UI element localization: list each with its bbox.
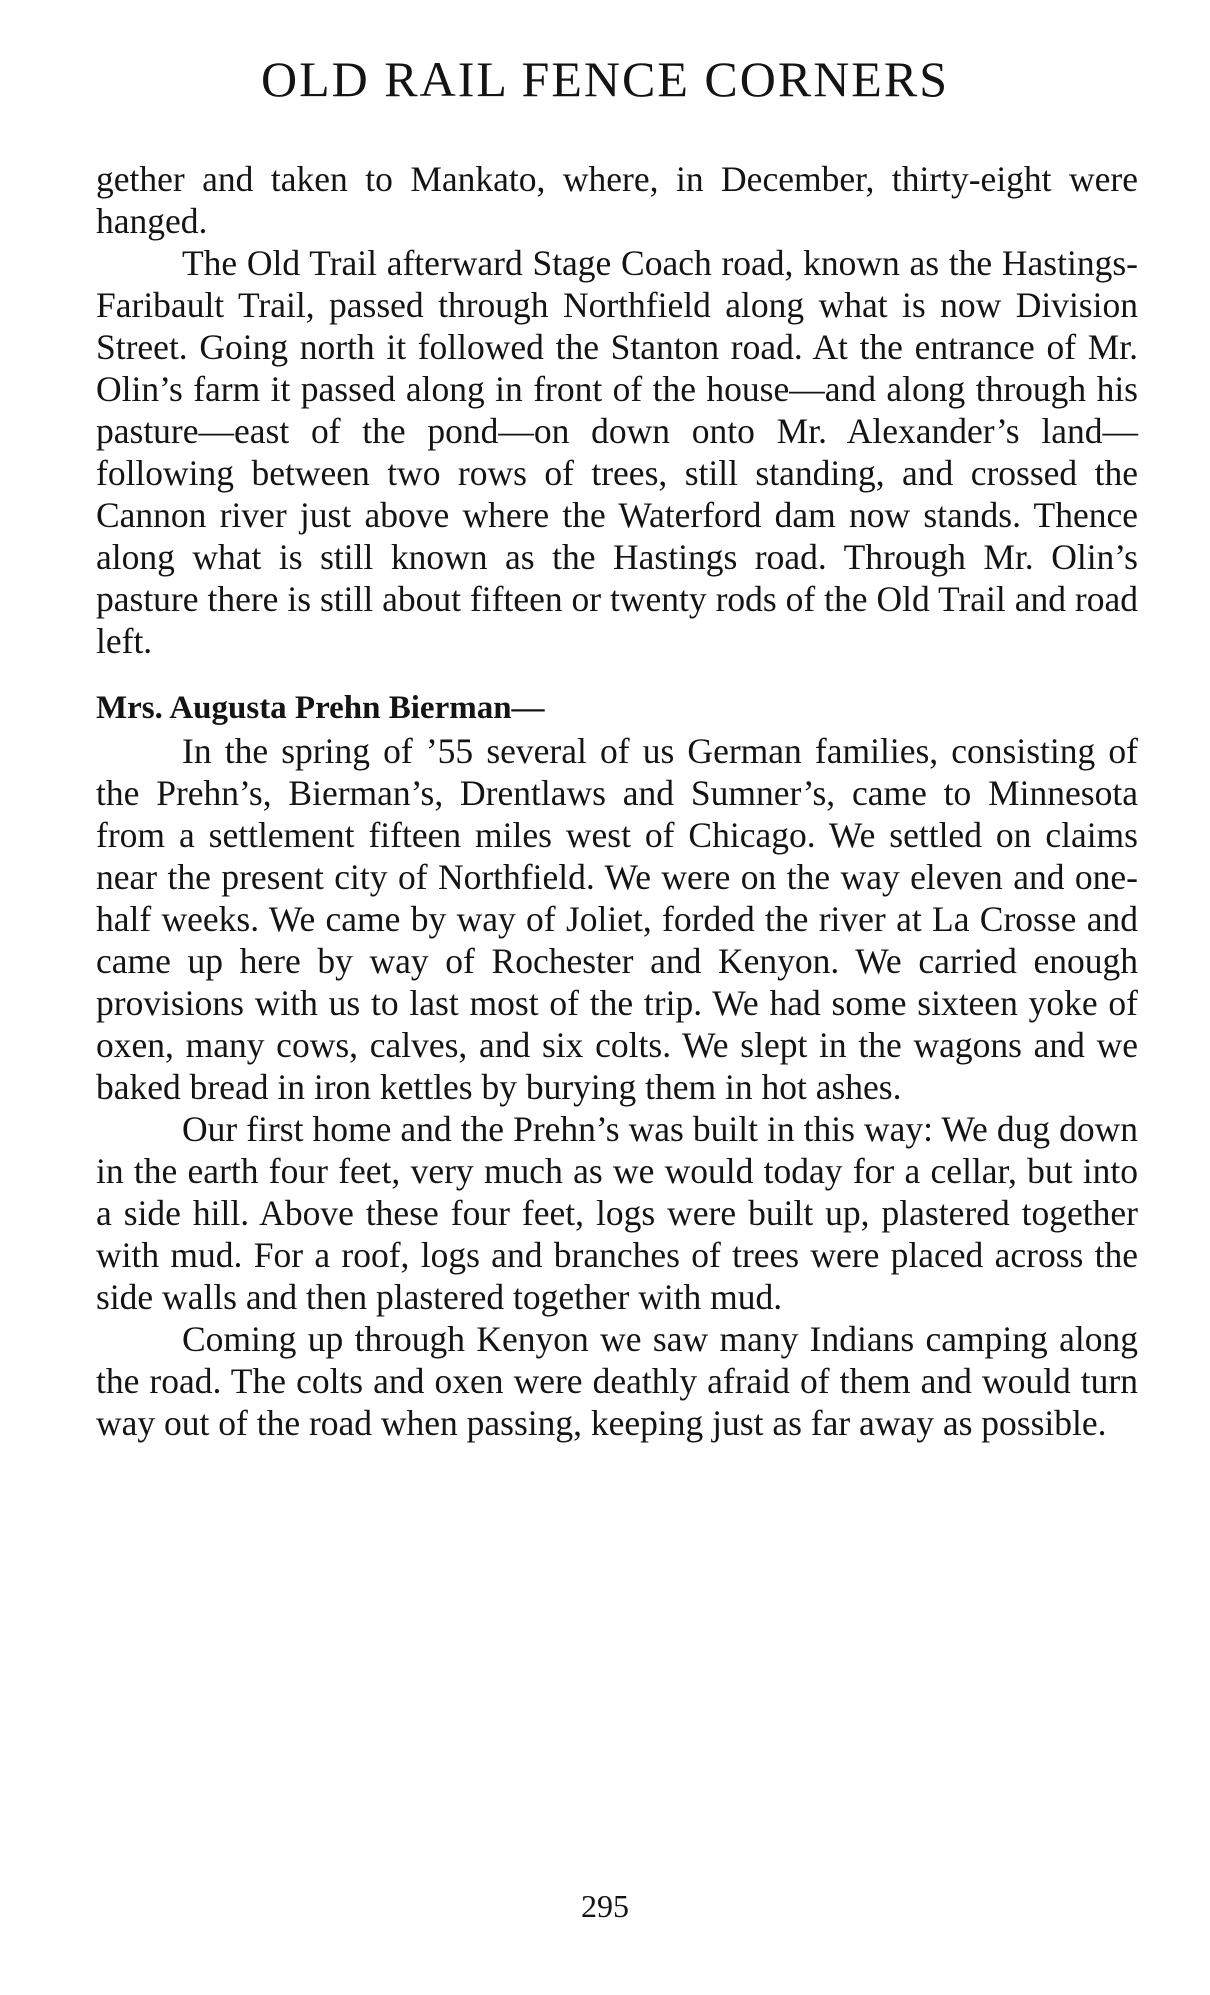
running-head: OLD RAIL FENCE CORNERS [260, 51, 950, 107]
paragraph-arrival: In the spring of ’55 several of us German families, consisting of the Prehn’s, Bierman’s, Drentlaws and Sumner’s, came to Minnesota from a settlement fifteen miles west of Chicago. We settled on claims near the present city of Northfield. We were on the way eleven and one-half weeks. We came by way of Joliet, forded the river at La Crosse and came up here by way of Rochester and Kenyon. We carried enough provisions with us to last most of the trip. We had some sixteen yoke of oxen, many cows, calves, and six colts. We slept in the wagons and we baked bread in iron kettles by burying them in hot ashes. [96, 731, 1138, 1107]
paragraph-continued: gether and taken to Mankato, where, in December, thirty-eight were hanged. [96, 159, 1138, 241]
body-text [96, 158, 1138, 1444]
paragraph-old-trail: The Old Trail afterward Stage Coach road, known as the Hastings-Faribault Trail, passed through Northfield along what is now Division Street. Going north it followed the Stanton road. At the entrance of Mr. Olin’s farm it passed along in front of the house—and along through his pasture—east of the pond—on down onto Mr. Alexander’s land—following between two rows of trees, still standing, and crossed the Cannon river just above where the Waterford dam now stands. Thence along what is still known as the Hastings road. Through Mr. Olin’s pasture there is still about fifteen or twenty rods of the Old Trail and road left. [96, 243, 1138, 661]
speaker-heading: Mrs. Augusta Prehn Bierman— [96, 690, 545, 726]
paragraph-indians: Coming up through Kenyon we saw many Indians camping along the road. The colts and oxen were deathly afraid of them and would turn way out of the road when passing, keeping just as far away as possible. [96, 1319, 1138, 1443]
page-number: 295 [581, 1888, 629, 1924]
paragraph-first-home: Our first home and the Prehn’s was built in this way: We dug down in the earth four feet, very much as we would today for a cellar, but into a side hill. Above these four feet, logs were built up, plastered together with mud. For a roof, logs and branches of trees were placed across the side walls and then plastered together with mud. [96, 1109, 1138, 1317]
